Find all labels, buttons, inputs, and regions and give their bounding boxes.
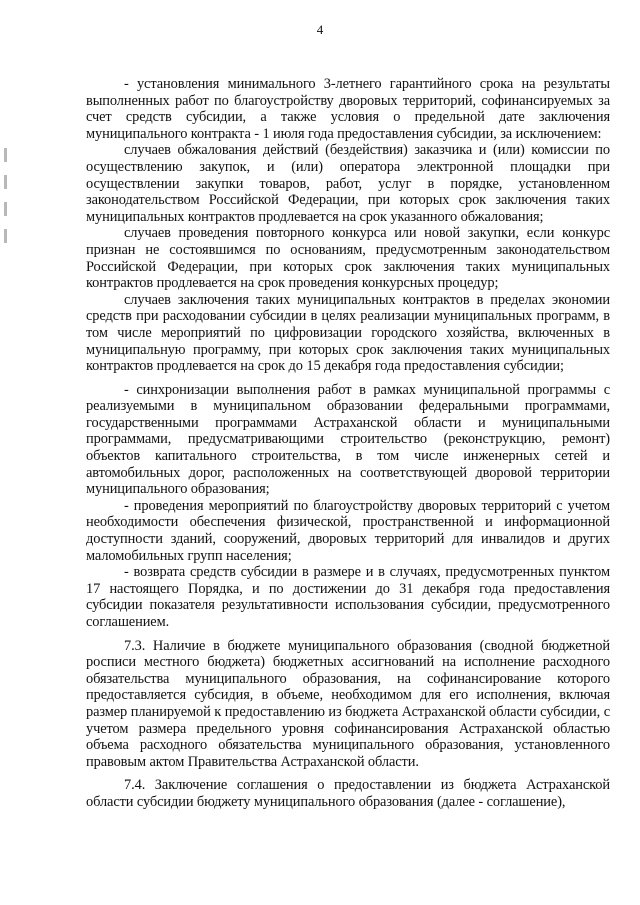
document-body	[86, 76, 610, 811]
paragraph: случаев заключения таких муниципальных контрактов в пределах экономии средств при расходовании субсидии в целях реализации муниципальных программ, в том числе мероприятий по цифровизации городского хозяйства, включенных в муниципальную программу, при которых срок заключения таких муниципальных контрактов продлевается на срок до 15 декабря года предоставления субсидии;	[86, 291, 610, 375]
paragraph: 7.4. Заключение соглашения о предоставлении из бюджета Астраханской области субсидии бюджету муниципального образования (далее - соглашение),	[86, 777, 610, 810]
paragraph: - возврата средств субсидии в размере и в случаях, предусмотренных пунктом 17 настоящего Порядка, и по достижении до 31 декабря года предоставления субсидии показателя результативности использования субсидии, предусмотренного соглашением.	[86, 564, 610, 630]
paragraph: - установления минимального 3-летнего гарантийного срока на результаты выполненных работ по благоустройству дворовых территорий, софинансируемых за счет средств субсидии, а также условия о предельной дате заключения муниципального контракта - 1 июля года предоставления субсидии, за исключением:	[86, 76, 610, 142]
margin-mark	[4, 148, 7, 162]
paragraph: - синхронизации выполнения работ в рамках муниципальной программы с реализуемыми в муниципальном образовании федеральными программами, государственными программами Астраханской области и муниципальными программами, предусматривающими строительство (реконструкцию, ремонт) объектов капитального строительства, в том числе инженерных сетей и автомобильных дорог, расположенных на соответствующей дворовой территории муниципального образования;	[86, 381, 610, 498]
paragraph: - проведения мероприятий по благоустройству дворовых территорий с учетом необходимости обеспечения физической, пространственной и информационной доступности зданий, сооружений, дворовых территорий для инвалидов и других маломобильных групп населения;	[86, 497, 610, 564]
page-number: 4	[316, 22, 324, 37]
margin-mark	[4, 202, 7, 216]
paragraph: случаев обжалования действий (бездействия) заказчика и (или) комиссии по осуществлению закупок, и (или) оператора электронной площадки при осуществлении закупки товаров, работ, услуг в порядке, установленном законодательством Российской Федерации, при которых срок заключения таких муниципальных контрактов продлевается на срок указанного обжалования;	[86, 142, 610, 225]
margin-marks	[4, 148, 7, 243]
margin-mark	[4, 229, 7, 243]
paragraph: 7.3. Наличие в бюджете муниципального образования (сводной бюджетной росписи местного бюджета) бюджетных ассигнований на исполнение расходного обязательства муниципального образования, на софинансирование которого предоставляется субсидия, в объеме, необходимом для его исполнения, включая размер планируемой к предоставлению из бюджета Астраханской области субсидии, с учетом размера предельного уровня софинансирования Астраханской областью объема расходного обязательства муниципального образования, установленного правовым актом Правительства Астраханской области.	[86, 637, 610, 770]
margin-mark	[4, 175, 7, 189]
paragraph: случаев проведения повторного конкурса или новой закупки, если конкурс признан не состоявшимся по основаниям, предусмотренным законодательством Российской Федерации, при которых срок заключения таких муниципальных контрактов продлевается на срок проведения конкурсных процедур;	[86, 225, 610, 292]
